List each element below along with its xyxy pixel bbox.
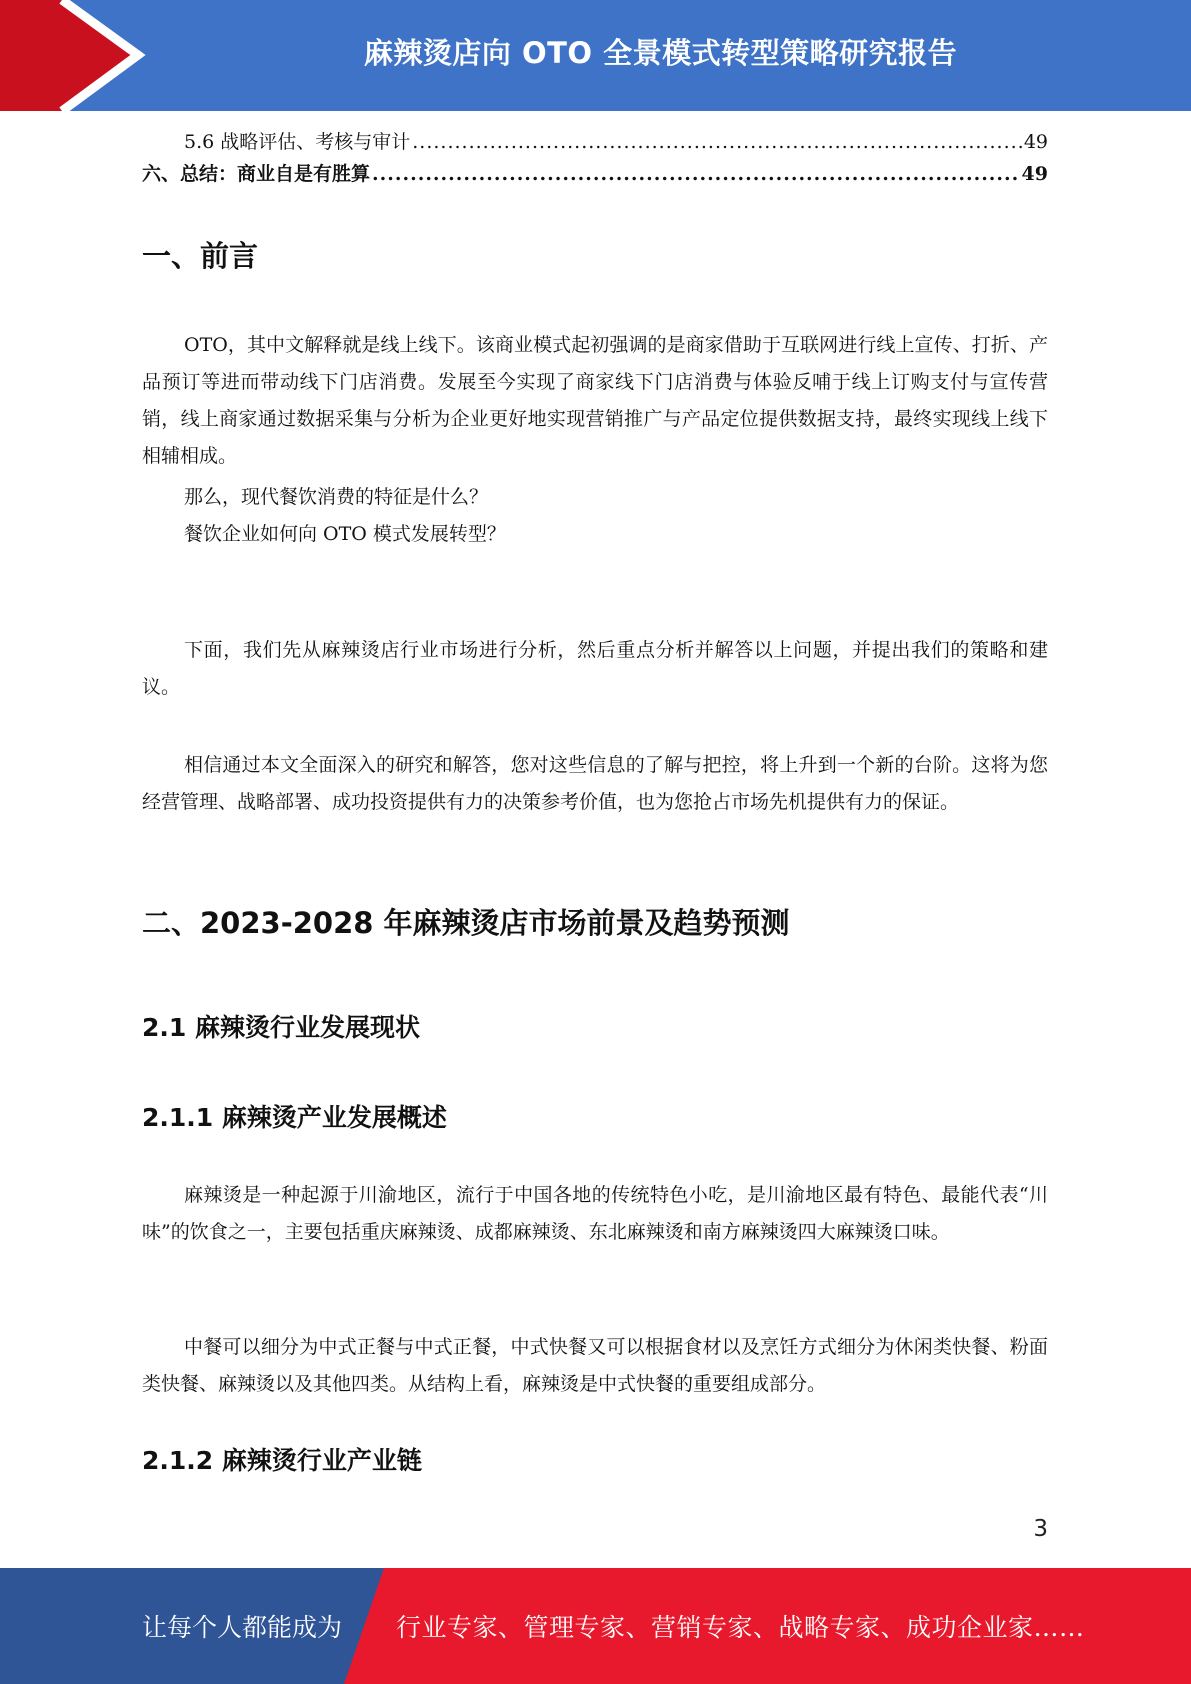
toc-entry[interactable] [142, 126, 1048, 158]
header-arrow-decoration [0, 0, 160, 111]
toc-entry-page: 49 [1023, 131, 1048, 153]
toc-entry-title: 六、总结：商业自是有胜算 [142, 163, 371, 185]
toc-entry-page: 49 [1021, 163, 1048, 185]
document-title: 麻辣烫店向 OTO 全景模式转型策略研究报告 [363, 36, 958, 70]
header-banner [0, 0, 1191, 111]
table-of-contents [142, 126, 1048, 190]
footer-banner [0, 1568, 1191, 1684]
page-body [142, 126, 1048, 1475]
page-number: 3 [1033, 1516, 1048, 1542]
paragraph: 相信通过本文全面深入的研究和解答，您对这些信息的了解与把控，将上升到一个新的台阶。这将为您经营管理、战略部署、成功投资提供有力的决策参考价值，也为您抢占市场先机提供有力的保证。 [142, 754, 1048, 813]
section-heading-market-outlook: 二、2023-2028 年麻辣烫店市场前景及趋势预测 [142, 906, 790, 940]
toc-leader-dots [412, 126, 1022, 158]
subsection-heading: 2.1.2 麻辣烫行业产业链 [142, 1446, 422, 1475]
subsection-heading: 2.1.1 麻辣烫产业发展概述 [142, 1103, 447, 1132]
paragraph: 下面，我们先从麻辣烫店行业市场进行分析，然后重点分析并解答以上问题，并提出我们的策略和建议。 [142, 639, 1048, 698]
paragraph: 中餐可以细分为中式正餐与中式正餐，中式快餐又可以根据食材以及烹饪方式细分为休闲类快餐、粉面类快餐、麻辣烫以及其他四类。从结构上看，麻辣烫是中式快餐的重要组成部分。 [142, 1336, 1048, 1395]
paragraph: 麻辣烫是一种起源于川渝地区，流行于中国各地的传统特色小吃，是川渝地区最有特色、最能代表“川味”的饮食之一，主要包括重庆麻辣烫、成都麻辣烫、东北麻辣烫和南方麻辣烫四大麻辣烫口味。 [142, 1184, 1048, 1243]
footer-slogan-right: 行业专家、管理专家、营销专家、战略专家、成功企业家…… [396, 1613, 1085, 1642]
toc-leader-dots [372, 158, 1020, 190]
paragraph: OTO，其中文解释就是线上线下。该商业模式起初强调的是商家借助于互联网进行线上宣传、打折、产品预订等进而带动线下门店消费。发展至今实现了商家线下门店消费与体验反哺于线上订购支付与宣传营销，线上商家通过数据采集与分析为企业更好地实现营销推广与产品定位提供数据支持，最终实现线上线下相辅相成。 [142, 334, 1048, 467]
footer-slogan-left: 让每个人都能成为 [142, 1613, 343, 1642]
subsection-heading: 2.1 麻辣烫行业发展现状 [142, 1013, 420, 1042]
toc-entry-title: 5.6 战略评估、考核与审计 [184, 131, 411, 153]
question-line: 那么，现代餐饮消费的特征是什么？ [184, 486, 489, 508]
question-line: 餐饮企业如何向 OTO 模式发展转型？ [184, 523, 506, 545]
section-heading-preface: 一、前言 [142, 239, 259, 273]
toc-entry[interactable] [142, 158, 1048, 190]
